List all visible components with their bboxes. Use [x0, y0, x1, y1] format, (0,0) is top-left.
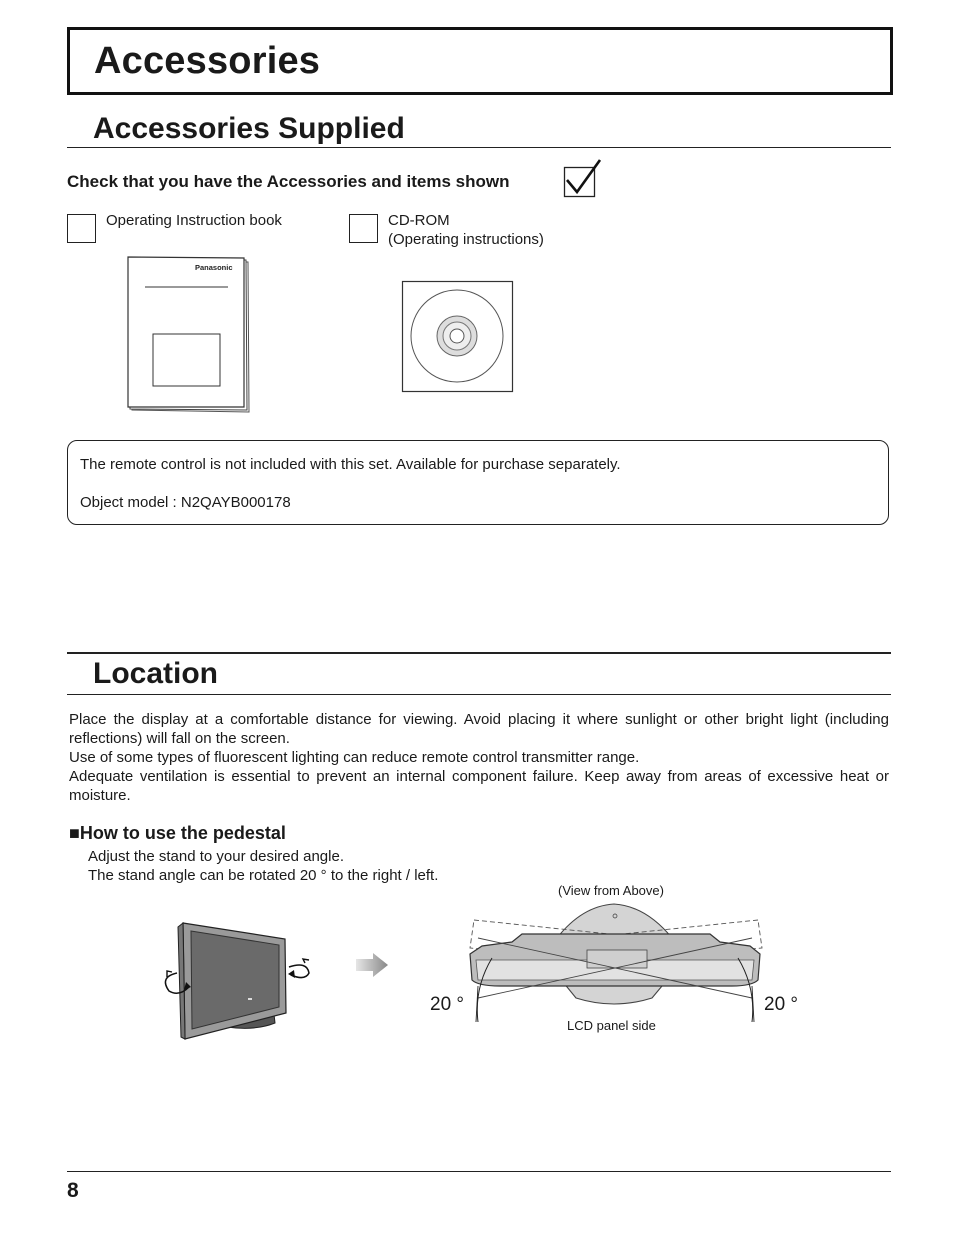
location-paragraph-3: Adequate ventilation is essential to prevent an internal component failure. Keep away from areas of excessive heat or moisture. [69, 768, 889, 804]
remote-note-text: The remote control is not included with this set. Available for purchase separately. [80, 456, 621, 473]
lcd-panel-side-label: LCD panel side [567, 1018, 656, 1033]
check-instruction: Check that you have the Accessories and items shown [67, 172, 510, 191]
item-label-book: Operating Instruction book [106, 212, 282, 229]
item-label-cdrom [388, 211, 544, 249]
location-paragraph-2: Use of some types of fluorescent lighting can reduce remote control transmitter range. [69, 749, 640, 766]
angle-right-label: 20 ° [764, 994, 799, 1015]
page-title-box [67, 27, 893, 95]
arrow-right-icon [355, 953, 391, 977]
pedestal-line-1: Adjust the stand to your desired angle. [88, 848, 344, 865]
item-checkbox-cdrom[interactable] [349, 214, 378, 243]
location-bottom-rule [67, 694, 891, 695]
item-label-cdrom-line2: (Operating instructions) [388, 231, 544, 248]
section-rule [67, 147, 891, 148]
tv-pedestal-illustration [155, 915, 325, 1045]
book-brand-label: Panasonic [195, 263, 233, 272]
footer-rule [67, 1171, 891, 1172]
pedestal-instructions [88, 847, 438, 885]
cdrom-illustration [400, 279, 516, 395]
page-number: 8 [67, 1179, 79, 1202]
square-bullet-icon: ■ [69, 823, 80, 843]
item-checkbox-book[interactable] [67, 214, 96, 243]
section-title-location: Location [93, 657, 218, 690]
pedestal-top-view-diagram [462, 898, 770, 1024]
pedestal-subhead [69, 823, 286, 844]
view-from-above-label: (View from Above) [558, 883, 664, 898]
pedestal-line-2: The stand angle can be rotated 20 ° to the right / left. [88, 867, 439, 884]
location-paragraphs [69, 710, 889, 805]
location-top-rule [67, 652, 891, 654]
page-title: Accessories [94, 40, 321, 82]
remote-note-box [67, 440, 889, 525]
pedestal-subhead-text: How to use the pedestal [79, 823, 286, 843]
angle-left-label: 20 ° [430, 994, 465, 1015]
section-title-accessories-supplied: Accessories Supplied [93, 112, 405, 145]
object-model-text: Object model : N2QAYB000178 [80, 494, 291, 511]
location-paragraph-1: Place the display at a comfortable distance for viewing. Avoid placing it where sunlight or other bright light (including reflections) will fall on the screen. [69, 711, 889, 747]
item-label-cdrom-line1: CD-ROM [388, 212, 450, 229]
checkmark-icon [562, 158, 604, 200]
instruction-book-illustration [120, 252, 260, 422]
